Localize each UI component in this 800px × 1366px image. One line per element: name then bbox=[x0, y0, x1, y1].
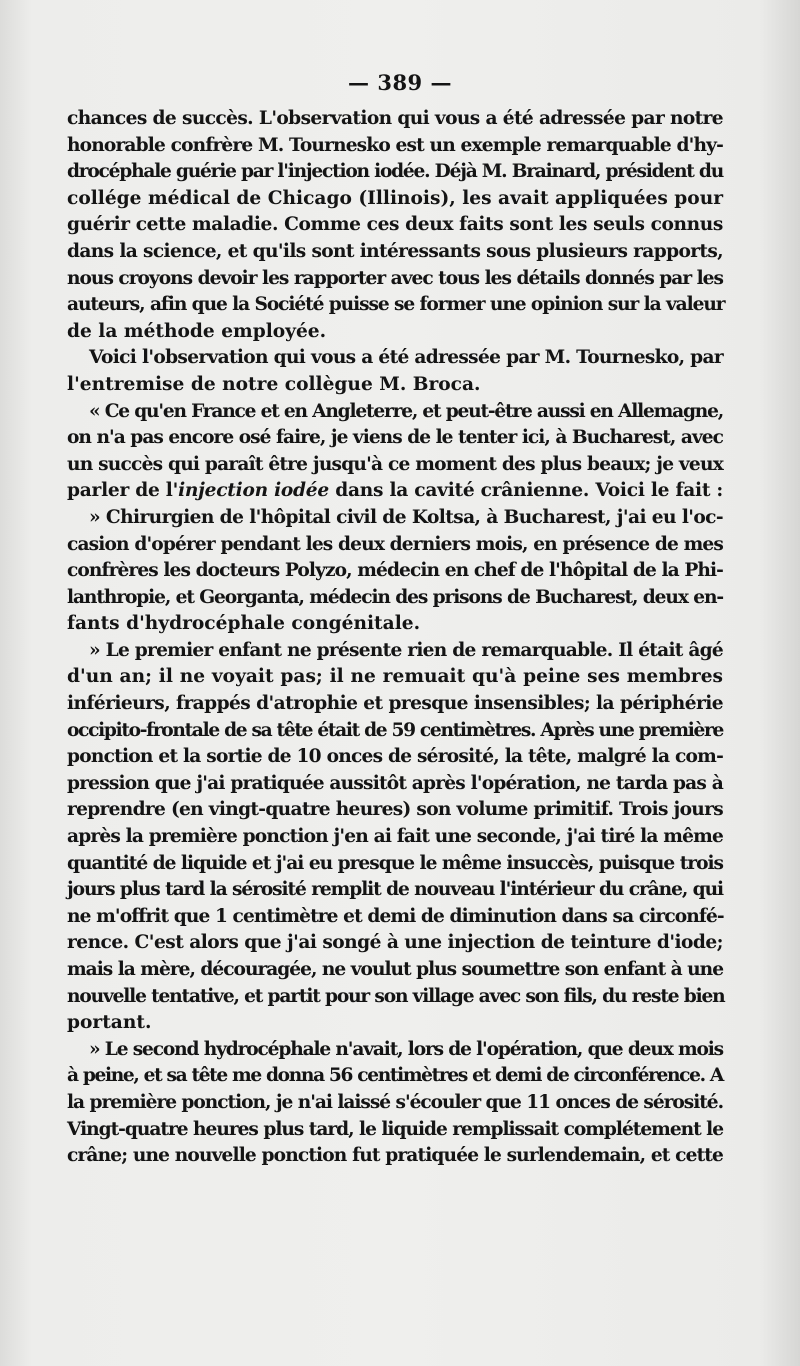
text-line: » Chirurgien de l'hôpital civil de Koltsa, à Bucharest, j'ai eu l'oc- bbox=[89, 506, 724, 528]
text-line: mais la mère, découragée, ne voulut plus soumettre son enfant à une bbox=[67, 959, 724, 980]
text-line: jours plus tard la sérosité remplit de nouveau l'intérieur du crâne, qui bbox=[67, 879, 724, 901]
text-line: de la méthode employée. bbox=[67, 320, 327, 342]
text-line: drocéphale guérie par l'injection iodée. Déjà M. Brainard, président du bbox=[67, 161, 724, 183]
text-line: nous croyons devoir les rapporter avec tous les détails donnés par les bbox=[67, 267, 723, 289]
text-line: » Le second hydrocéphale n'avait, lors de l'opération, que deux mois bbox=[89, 1038, 724, 1060]
text-line: la première ponction, je n'ai laissé s'écouler que 11 onces de sérosité. bbox=[67, 1091, 724, 1113]
page-number: — 389 — bbox=[348, 70, 452, 95]
text-line: casion d'opérer pendant les deux derniers mois, en présence de mes bbox=[67, 533, 723, 555]
text-fragment: parler de l' bbox=[67, 480, 179, 502]
italic-term: injection iodée bbox=[178, 480, 329, 502]
text-line: inférieurs, frappés d'atrophie et presque insensibles; la périphérie bbox=[67, 693, 723, 715]
text-line: collége médical de Chicago (Illinois), les avait appliquées pour bbox=[67, 187, 724, 209]
text-line: Voici l'observation qui vous a été adressée par M. Tournesko, par bbox=[89, 347, 723, 369]
text-line: rence. C'est alors que j'ai songé à une injection de teinture d'iode; bbox=[67, 932, 723, 954]
text-line: ne m'offrit que 1 centimètre et demi de diminution dans sa circonfé- bbox=[67, 905, 724, 927]
text-line: un succès qui paraît être jusqu'à ce moment des plus beaux; je veux bbox=[67, 453, 723, 475]
text-line: reprendre (en vingt-quatre heures) son volume primitif. Trois jours bbox=[67, 799, 724, 821]
text-line: l'entremise de notre collègue M. Broca. bbox=[67, 373, 481, 395]
text-line: confrères les docteurs Polyzo, médecin en chef de l'hôpital de la Phi- bbox=[67, 560, 723, 582]
text-line: dans la science, et qu'ils sont intéressants sous plusieurs rapports, bbox=[67, 240, 723, 262]
text-line: guérir cette maladie. Comme ces deux faits sont les seuls connus bbox=[67, 214, 723, 236]
text-line: crâne; une nouvelle ponction fut pratiquée le surlendemain, et cette bbox=[67, 1145, 723, 1167]
body-text bbox=[67, 106, 723, 1170]
text-line: d'un an; il ne voyait pas; il ne remuait qu'à peine ses membres bbox=[67, 666, 723, 688]
text-line: ponction et la sortie de 10 onces de sérosité, la tête, malgré la com- bbox=[67, 746, 724, 768]
text-line: « Ce qu'en France et en Angleterre, et peut-être aussi en Allemagne, bbox=[89, 400, 723, 422]
text-line: on n'a pas encore osé faire, je viens de le tenter ici, à Bucharest, avec bbox=[67, 427, 723, 449]
text-line: chances de succès. L'observation qui vous a été adressée par notre bbox=[67, 108, 724, 129]
text-line: Vingt-quatre heures plus tard, le liquide remplissait complétement le bbox=[67, 1118, 724, 1140]
text-line: portant. bbox=[67, 1012, 152, 1034]
text-line: à peine, et sa tête me donna 56 centimètres et demi de circonférence. A bbox=[67, 1065, 723, 1087]
text-line: occipito-frontale de sa tête était de 59 centimètres. Après une première bbox=[67, 719, 724, 741]
text-line: quantité de liquide et j'ai eu presque le même insuccès, puisque trois bbox=[67, 852, 724, 874]
text-line: nouvelle tentative, et partit pour son village avec son fils, du reste bien bbox=[67, 985, 725, 1007]
text-line: pression que j'ai pratiquée aussitôt après l'opération, ne tarda pas à bbox=[67, 772, 723, 794]
text-line: après la première ponction j'en ai fait une seconde, j'ai tiré la même bbox=[67, 826, 723, 848]
text-fragment: dans la cavité crânienne. Voici le fait : bbox=[335, 480, 724, 502]
text-line: honorable confrère M. Tournesko est un exemple remarquable d'hy- bbox=[67, 134, 723, 156]
text-line: » Le premier enfant ne présente rien de remarquable. Il était âgé bbox=[89, 639, 723, 661]
text-line-mixed bbox=[67, 478, 723, 505]
text-line: auteurs, afin que la Société puisse se former une opinion sur la valeur bbox=[67, 294, 725, 316]
text-line: lanthropie, et Georganta, médecin des prisons de Bucharest, deux en- bbox=[67, 586, 723, 608]
text-line: fants d'hydrocéphale congénitale. bbox=[67, 613, 421, 635]
